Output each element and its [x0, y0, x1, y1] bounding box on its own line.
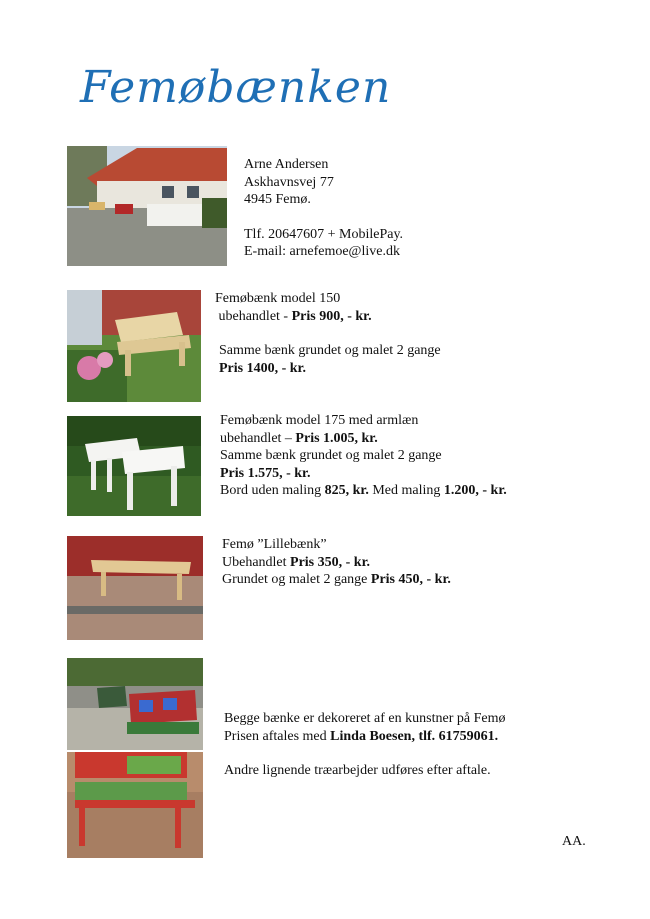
decorated-benches-photo [67, 658, 203, 750]
model-150-untreated-label: ubehandlet - [218, 308, 292, 324]
model-150-painted-price: Pris 1400, - kr. [219, 360, 306, 376]
decorated-contact: Linda Boesen, tlf. 61759061. [330, 728, 499, 744]
model-150-painted-label: Samme bænk grundet og malet 2 gange [219, 343, 441, 358]
decorated-line1: Begge bænke er dekoreret af en kunstner på Femø [224, 711, 506, 726]
model-175-name: Femøbænk model 175 med armlæn [220, 413, 419, 428]
model-175-untreated-price: Pris 1.005, kr. [295, 430, 378, 446]
house-photo [67, 146, 227, 266]
other-works-text: Andre lignende træarbejder udføres efter aftale. [224, 763, 491, 778]
model-175-painted-price: Pris 1.575, - kr. [220, 465, 311, 481]
lillebaenk-untreated-price: Pris 350, - kr. [290, 554, 371, 570]
bench-175-photo [67, 416, 201, 516]
page-title: Femøbænken [80, 62, 392, 113]
lillebaenk-block [222, 536, 451, 589]
lillebaenk-photo [67, 536, 203, 640]
model-175-untreated-label: ubehandlet – [220, 430, 296, 446]
contact-street: Askhavnsvej 77 [244, 174, 334, 190]
signature: AA. [562, 834, 586, 849]
lillebaenk-painted-price: Pris 450, - kr. [370, 572, 451, 587]
model-175-table-painted-price: 1.200, - kr. [443, 483, 507, 498]
lillebaenk-untreated-label: Ubehandlet [222, 554, 291, 570]
model-175-table-mid: Med maling [368, 483, 444, 498]
model-150-block [215, 290, 441, 377]
contact-block [244, 156, 403, 261]
red-decorated-bench-photo [67, 752, 203, 858]
model-175-block [220, 412, 507, 500]
model-175-table-label: Bord uden maling [220, 483, 325, 498]
lillebaenk-name: Femø ”Lillebænk” [222, 537, 327, 552]
model-175-table-price: 825, kr. [324, 483, 369, 498]
contact-name: Arne Andersen [244, 157, 329, 172]
contact-city: 4945 Femø. [244, 192, 311, 207]
model-175-painted-label: Samme bænk grundet og malet 2 gange [220, 448, 442, 463]
model-150-untreated-price: Pris 900, - kr. [291, 308, 372, 324]
bench-150-photo [67, 290, 201, 402]
contact-email[interactable]: E-mail: arnefemoe@live.dk [244, 244, 400, 259]
decorated-block [224, 710, 505, 780]
lillebaenk-painted-label: Grundet og malet 2 gange [222, 572, 371, 587]
model-150-name: Femøbænk model 150 [215, 291, 341, 306]
decorated-line2-label: Prisen aftales med [224, 728, 331, 744]
contact-phone: Tlf. 20647607 + MobilePay. [244, 226, 404, 242]
